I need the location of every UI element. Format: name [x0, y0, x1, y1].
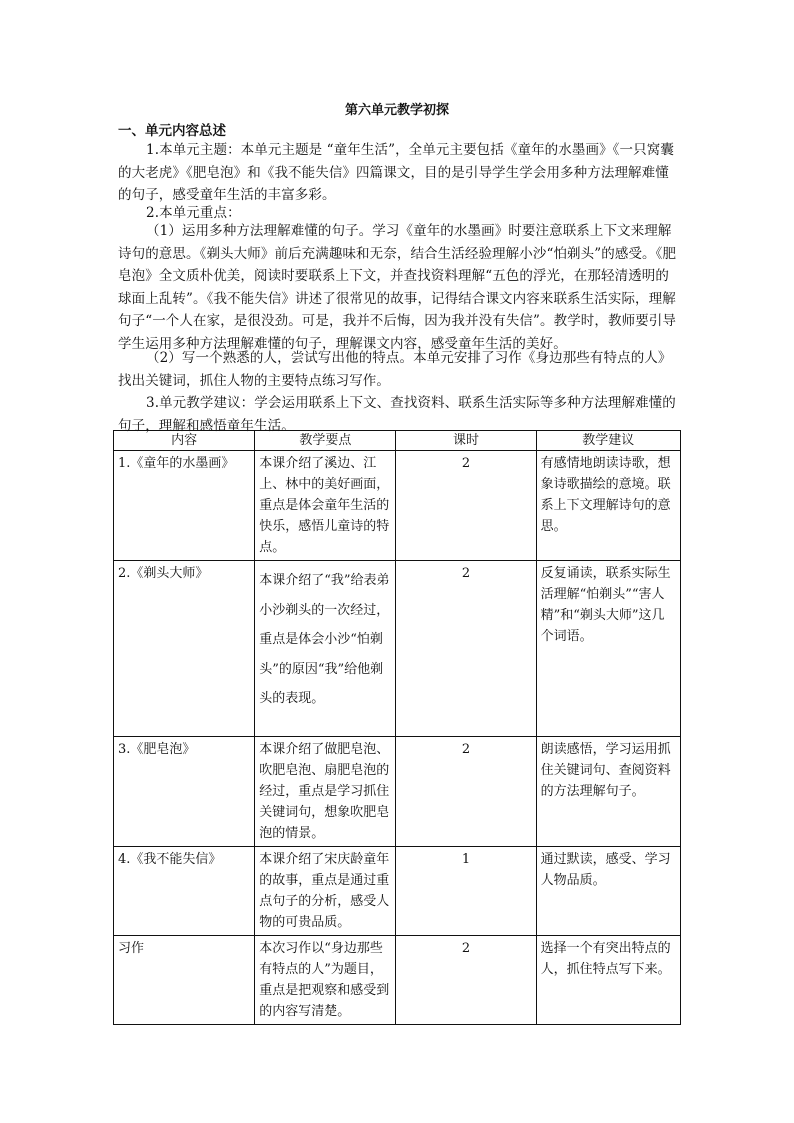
header-advice: 教学建议 — [536, 431, 680, 451]
cell-content: 2.《剃头大师》 — [114, 561, 255, 737]
cell-points: 本课介绍了做肥皂泡、吹肥皂泡、扇肥皂泡的经过，重点是学习抓住关键词句，想象吹肥皂泡的情景。 — [255, 737, 396, 847]
table-row — [114, 847, 681, 936]
cell-points: 本次习作以“身边那些有特点的人”为题目，重点是把观察和感受到的内容写清楚。 — [255, 936, 396, 1025]
focus-paragraph-1: （1）运用多种方法理解难懂的句子。学习《童年的水墨画》时要注意联系上下文来理解诗句的意思。《剃头大师》前后充满趣味和无奈，结合生活经验理解小沙“怕剃头”的感受。《肥皂泡》全文质朴优美，阅读时要联系上下文，并查找资料理解“五色的浮光，在那轻清透明的球面上乱转”。《我不能失信》讲述了很常见的故事，记得结合课文内容来联系生活实际，理解句子“一个人在家，是很没劲。可是，我并不后悔，因为我并没有失信”。教学时，教师要引导学生运用多种方法理解难懂的句子，理解课文内容，感受童年生活的美好。 — [118, 223, 677, 352]
section-heading: 一、单元内容总述 — [118, 123, 226, 139]
header-points: 教学要点 — [255, 431, 396, 451]
table-row — [114, 451, 681, 561]
cell-advice: 反复诵读，联系实际生活理解“怕剃头”“害人精”和“剃头大师”这几个词语。 — [536, 561, 680, 737]
header-hours: 课时 — [396, 431, 536, 451]
cell-content: 4.《我不能失信》 — [114, 847, 255, 936]
cell-hours: 2 — [396, 451, 536, 561]
cell-advice: 有感情地朗读诗歌，想象诗歌描绘的意境。联系上下文理解诗句的意思。 — [536, 451, 680, 561]
focus-paragraph-2: （2）写一个熟悉的人，尝试写出他的特点。本单元安排了习作《身边那些有特点的人》找出关键词，抓住人物的主要特点练习写作。 — [118, 350, 672, 389]
table-row — [114, 737, 681, 847]
cell-content: 习作 — [114, 936, 255, 1025]
focus-heading: 2.本单元重点： — [146, 205, 241, 221]
cell-hours: 1 — [396, 847, 536, 936]
document-title: 第六单元教学初探 — [344, 103, 449, 118]
cell-content: 3.《肥皂泡》 — [114, 737, 255, 847]
cell-hours: 2 — [396, 561, 536, 737]
cell-content: 1.《童年的水墨画》 — [114, 451, 255, 561]
cell-advice: 选择一个有突出特点的人，抓住特点写下来。 — [536, 936, 680, 1025]
header-content: 内容 — [114, 431, 255, 451]
cell-advice: 通过默读，感受、学习人物品质。 — [536, 847, 680, 936]
theme-paragraph: 1.本单元主题：本单元主题是 “童年生活”，全单元主要包括《童年的水墨画》《一只窝囊的大老虎》《肥皂泡》和《我不能失信》四篇课文，目的是引导学生学会用多种方法理解难懂的句子，感受童年生活的丰富多彩。 — [118, 142, 674, 203]
table-row — [114, 936, 681, 1025]
cell-points: 本课介绍了“我”给表弟小沙剃头的一次经过，重点是体会小沙“怕剃头”的原因“我”给他剃头的表现。 — [255, 561, 396, 737]
cell-hours: 2 — [396, 936, 536, 1025]
cell-points: 本课介绍了溪边、江上、林中的美好画面，重点是体会童年生活的快乐，感悟儿童诗的特点。 — [255, 451, 396, 561]
suggestion-paragraph: 3.单元教学建议：学会运用联系上下文、查找资料、联系生活实际等多种方法理解难懂的句子，理解和感悟童年生活。 — [118, 395, 676, 434]
cell-hours: 2 — [396, 737, 536, 847]
table-header-row — [114, 431, 681, 451]
cell-points: 本课介绍了宋庆龄童年的故事，重点是通过重点句子的分析，感受人物的可贵品质。 — [255, 847, 396, 936]
teaching-plan-table — [113, 430, 681, 1025]
table-row — [114, 561, 681, 737]
cell-advice: 朗读感悟，学习运用抓住关键词句、查阅资料的方法理解句子。 — [536, 737, 680, 847]
